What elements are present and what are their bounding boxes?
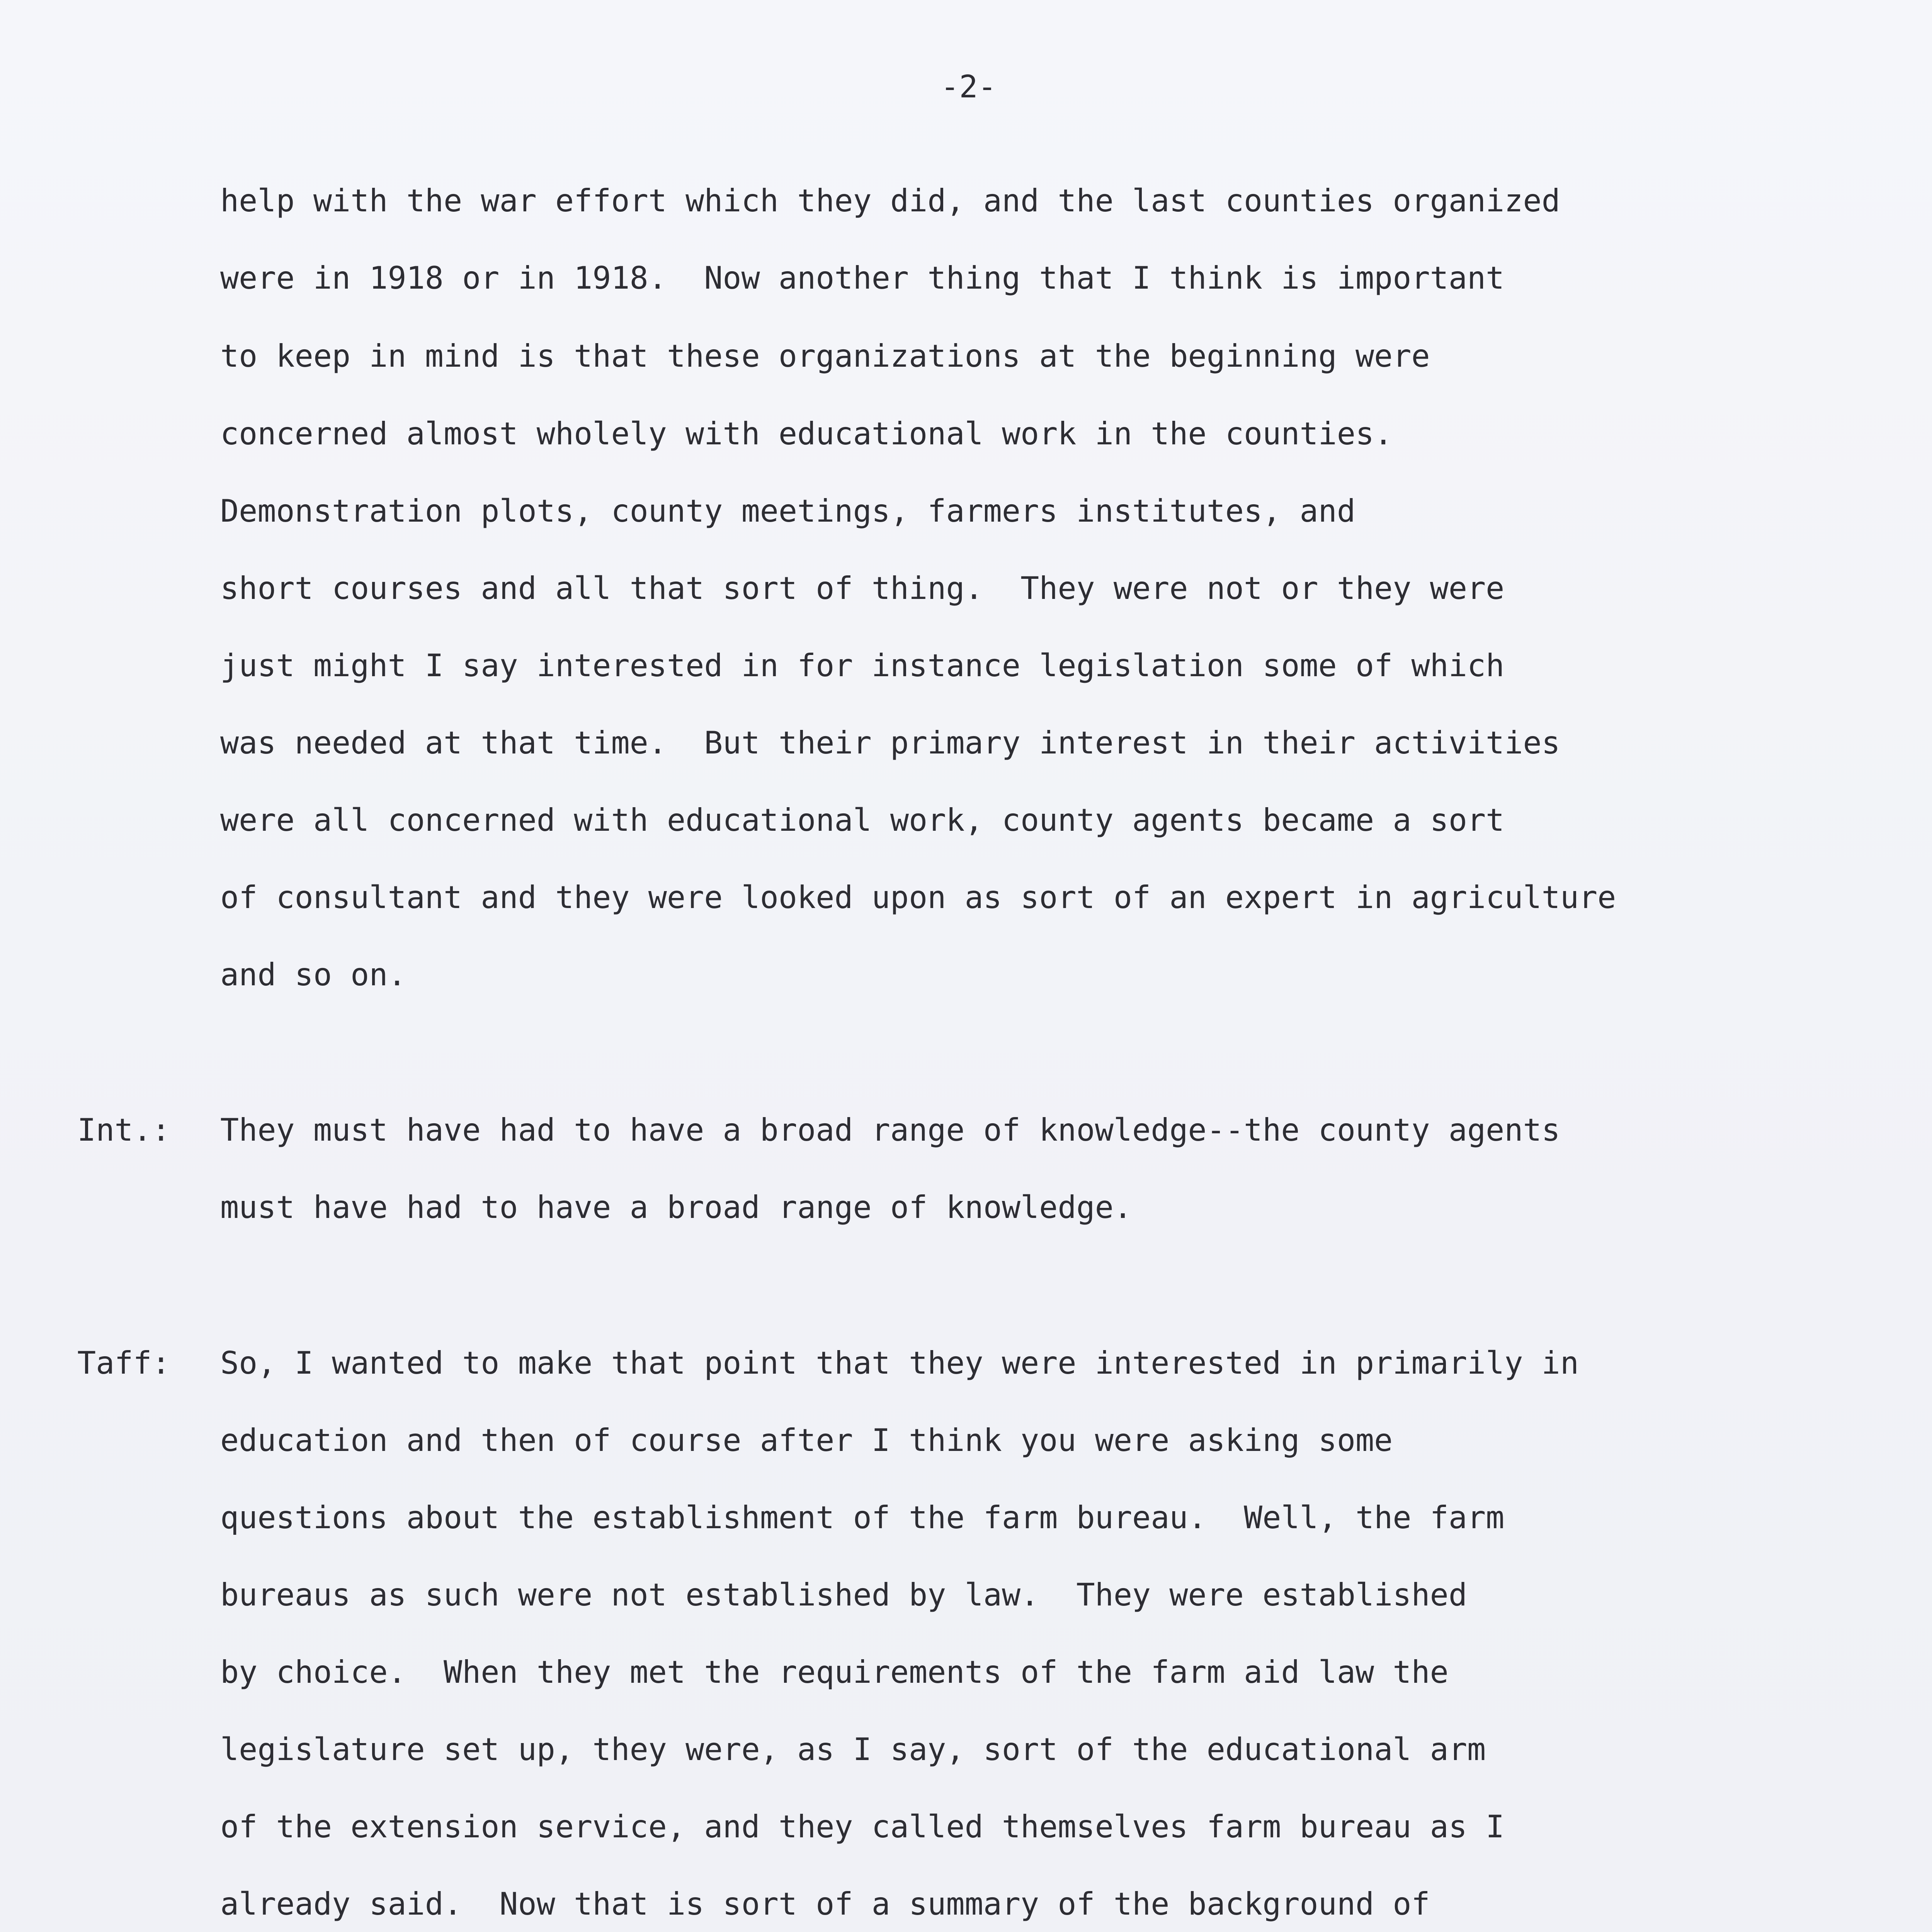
text-line: by choice. When they met the requirements of the farm aid law the (220, 1654, 1449, 1690)
speaker-label-taff: Taff: (77, 1345, 170, 1381)
text-line: education and then of course after I think you were asking some (220, 1422, 1393, 1458)
text-line: and so on. (220, 957, 406, 993)
text-line: legislature set up, they were, as I say, sort of the educational arm (220, 1731, 1486, 1767)
text-line: already said. Now that is sort of a summary of the background of (220, 1886, 1430, 1922)
page-number: -2- (940, 69, 997, 105)
text-line: Demonstration plots, county meetings, farmers institutes, and (220, 493, 1356, 529)
text-line: to keep in mind is that these organizations at the beginning were (220, 338, 1430, 374)
text-line: just might I say interested in for instance legislation some of which (220, 648, 1505, 684)
text-line: was needed at that time. But their primary interest in their activities (220, 725, 1560, 761)
text-line: They must have had to have a broad range of knowledge--the county agents (220, 1112, 1560, 1148)
speaker-label-interviewer: Int.: (77, 1112, 170, 1148)
text-line: questions about the establishment of the farm bureau. Well, the farm (220, 1500, 1505, 1536)
text-line: were in 1918 or in 1918. Now another thing that I think is important (220, 260, 1505, 296)
text-line: of the extension service, and they called themselves farm bureau as I (220, 1809, 1505, 1845)
text-line: So, I wanted to make that point that they were interested in primarily in (220, 1345, 1579, 1381)
text-line: were all concerned with educational work, county agents became a sort (220, 802, 1505, 838)
text-line: of consultant and they were looked upon as sort of an expert in agriculture (220, 879, 1616, 915)
text-line: bureaus as such were not established by law. They were established (220, 1577, 1467, 1613)
text-line: help with the war effort which they did, and the last counties organized (220, 183, 1560, 219)
text-line: short courses and all that sort of thing. They were not or they were (220, 570, 1505, 606)
text-line: must have had to have a broad range of knowledge. (220, 1189, 1133, 1225)
text-line: concerned almost wholely with educational work in the counties. (220, 416, 1393, 452)
